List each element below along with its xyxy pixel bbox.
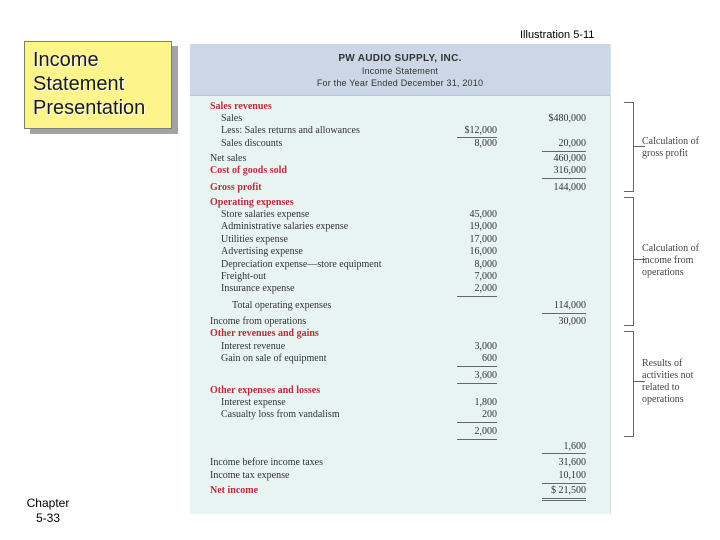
amount-interest-revenue: 3,000: [474, 341, 497, 352]
amount-insurance: 2,000: [474, 283, 497, 294]
underline: [457, 383, 497, 384]
underline: [542, 178, 586, 179]
underline: [542, 313, 586, 314]
amount-discounts: 8,000: [474, 138, 497, 149]
amount-admin-salaries: 19,000: [469, 221, 497, 232]
amount-interest-expense: 1,800: [474, 397, 497, 408]
amount-other-revenues-total: 3,600: [474, 370, 497, 381]
double-underline: [542, 498, 586, 499]
illustration-label: Illustration 5-11: [520, 29, 595, 41]
underline: [457, 137, 497, 138]
title-line: Presentation: [33, 97, 146, 119]
amount-advertising: 16,000: [469, 246, 497, 257]
amount-cogs: 316,000: [553, 165, 586, 176]
row-utilities: Utilities expense: [221, 234, 288, 245]
underline: [542, 151, 586, 152]
amount-net-other: 1,600: [563, 441, 586, 452]
amount-net-sales: 460,000: [553, 153, 586, 164]
row-freight-out: Freight-out: [221, 271, 266, 282]
note-operations: [642, 243, 699, 279]
note-line: gross profit: [642, 148, 688, 159]
underline: [457, 422, 497, 423]
statement-period: For the Year Ended December 31, 2010: [316, 78, 484, 88]
section-other-revenues: Other revenues and gains: [210, 328, 319, 339]
amount-income-from-operations: 30,000: [558, 316, 586, 327]
note-line: operations: [642, 267, 684, 278]
income-statement: [190, 44, 611, 514]
underline: [542, 453, 586, 454]
amount-depreciation: 8,000: [474, 259, 497, 270]
chapter-line: Chapter: [26, 496, 70, 510]
bracket-operations: [624, 197, 634, 326]
title-line: Statement: [33, 73, 125, 95]
note-line: related to: [642, 382, 680, 393]
row-gross-profit: Gross profit: [210, 182, 262, 193]
amount-store-salaries: 45,000: [469, 209, 497, 220]
row-insurance: Insurance expense: [221, 283, 295, 294]
row-net-income: Net income: [210, 485, 259, 496]
row-depreciation: Depreciation expense—store equipment: [221, 259, 382, 270]
row-gain-on-sale: Gain on sale of equipment: [221, 353, 327, 364]
bracket-gross-profit: [624, 102, 634, 192]
section-sales-revenues: Sales revenues: [210, 101, 272, 112]
section-other-expenses: Other expenses and losses: [210, 385, 321, 396]
row-interest-expense: Interest expense: [221, 397, 286, 408]
company-name: PW AUDIO SUPPLY, INC.: [338, 53, 462, 64]
row-income-tax: Income tax expense: [210, 470, 290, 481]
note-nonoperating: [642, 358, 693, 406]
amount-sales: $480,000: [548, 113, 586, 124]
row-cogs: Cost of goods sold: [210, 165, 287, 176]
double-underline: [542, 500, 586, 501]
row-returns: Less: Sales returns and allowances: [221, 125, 360, 136]
row-income-before-taxes: Income before income taxes: [210, 457, 324, 468]
row-casualty-loss: Casualty loss from vandalism: [221, 409, 340, 420]
underline: [457, 296, 497, 297]
amount-returns: $12,000: [464, 125, 497, 136]
underline: [457, 366, 497, 367]
amount-casualty-loss: 200: [482, 409, 497, 420]
row-income-from-operations: Income from operations: [210, 316, 307, 327]
amount-income-tax: 10,100: [558, 470, 586, 481]
note-line: Calculation of: [642, 243, 699, 254]
row-discounts: Sales discounts: [221, 138, 283, 149]
bracket-nonoperating: [624, 331, 634, 437]
amount-discounts-total: 20,000: [558, 138, 586, 149]
row-sales: Sales: [221, 113, 243, 124]
amount-gain-on-sale: 600: [482, 353, 497, 364]
row-interest-revenue: Interest revenue: [221, 341, 286, 352]
title-line: Income: [33, 49, 99, 71]
note-line: operations: [642, 394, 684, 405]
note-gross-profit: [642, 136, 699, 160]
underline: [457, 439, 497, 440]
row-admin-salaries: Administrative salaries expense: [221, 221, 349, 232]
chapter-line: 5-33: [35, 511, 61, 525]
amount-other-expenses-total: 2,000: [474, 426, 497, 437]
note-line: activities not: [642, 370, 694, 381]
amount-gross-profit: 144,000: [553, 182, 586, 193]
slide-title: [24, 41, 172, 129]
row-advertising: Advertising expense: [221, 246, 303, 257]
chapter-label: [20, 496, 76, 526]
amount-income-before-taxes: 31,600: [558, 457, 586, 468]
row-net-sales: Net sales: [210, 153, 247, 164]
amount-net-income: $ 21,500: [551, 485, 586, 496]
underline: [542, 483, 586, 484]
section-operating-expenses: Operating expenses: [210, 197, 294, 208]
statement-name: Income Statement: [361, 66, 439, 76]
note-line: Calculation of: [642, 136, 699, 147]
amount-freight-out: 7,000: [474, 271, 497, 282]
amount-total-operating: 114,000: [553, 300, 586, 311]
note-line: income from: [642, 255, 694, 266]
row-store-salaries: Store salaries expense: [221, 209, 310, 220]
statement-header: [190, 44, 610, 96]
note-line: Results of: [642, 358, 683, 369]
amount-utilities: 17,000: [469, 234, 497, 245]
row-total-operating: Total operating expenses: [232, 300, 332, 311]
